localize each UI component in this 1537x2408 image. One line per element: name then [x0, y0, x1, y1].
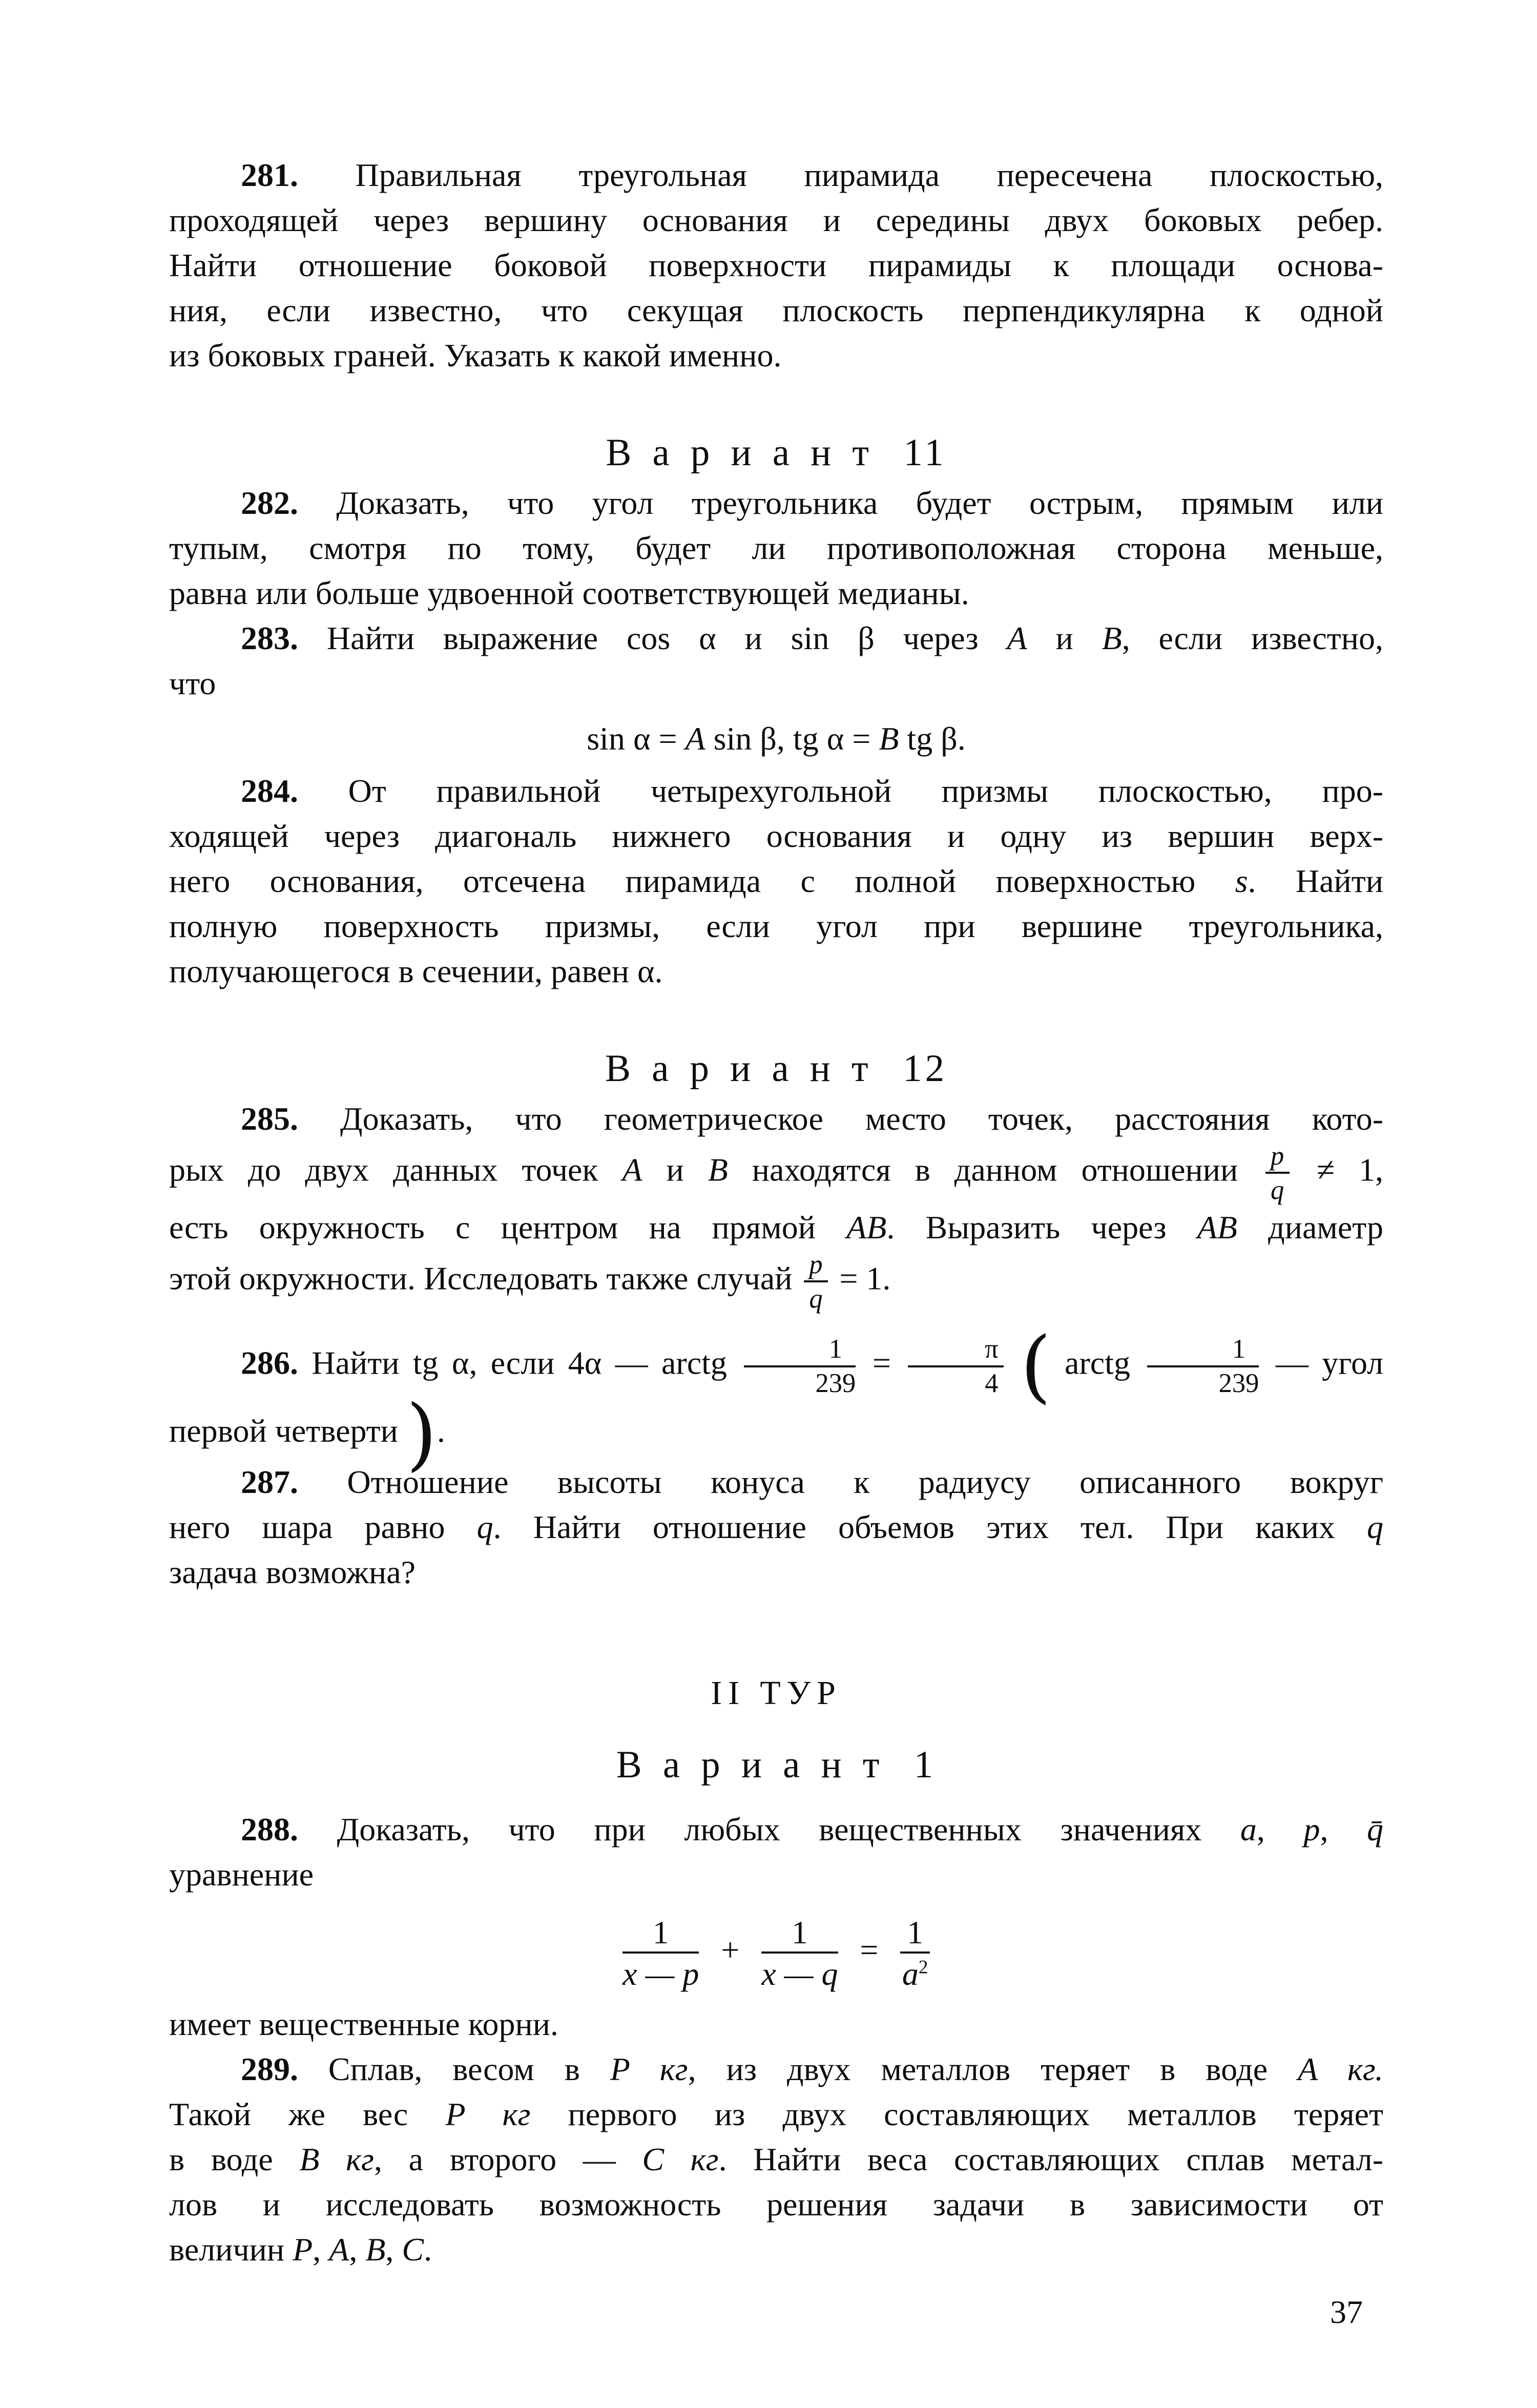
problem-282	[169, 481, 1383, 616]
text-segment: величин	[169, 2231, 293, 2268]
math-var: P кг	[445, 2095, 531, 2132]
text-segment: .	[424, 2231, 432, 2268]
math-var: AB	[846, 1209, 887, 1245]
text-line	[169, 2227, 1383, 2272]
text-line	[169, 153, 1383, 198]
text-line	[169, 1141, 1383, 1205]
math-var: q	[1367, 1508, 1384, 1545]
text-line: задача возможна?	[169, 1553, 416, 1590]
text-segment: От правильной четырехугольной призмы плоскостью, про-	[348, 773, 1384, 809]
plus-operator: +	[721, 1931, 740, 1968]
text-segment: и	[642, 1151, 708, 1188]
text-line	[169, 1388, 1383, 1480]
text-line	[169, 616, 1383, 661]
fraction-numerator: 1	[622, 1915, 699, 1954]
text-segment: . Найти отношение объемов этих тел. При каких	[493, 1508, 1367, 1545]
problem-286	[169, 1320, 1384, 1480]
problem-number: 281.	[241, 157, 298, 193]
formula-segment: sin β, tg α =	[705, 720, 879, 757]
text-line	[169, 769, 1383, 814]
text-segment: , из двух металлов теряет в воде	[688, 2050, 1298, 2087]
equals-operator: =	[860, 1931, 879, 1968]
text-segment: Правильная треугольная пирамида пересечена плоскостью,	[355, 157, 1384, 193]
math-var: a	[1240, 1811, 1257, 1847]
text-segment: . Найти веса составляющих сплав метал-	[718, 2141, 1384, 2177]
text-line: лов и исследовать возможность решения задачи в зависимости от	[169, 2186, 1383, 2223]
text-line	[169, 1807, 1383, 1852]
text-line	[169, 1460, 1383, 1505]
text-line	[169, 1505, 1383, 1550]
problem-288	[169, 1807, 1383, 1897]
text-line	[169, 2137, 1383, 2182]
fraction-denominator: 239	[1218, 1368, 1259, 1399]
math-var: q̄	[1367, 1811, 1384, 1847]
fraction-denominator: 239	[815, 1368, 856, 1399]
fraction-denominator: q	[1271, 1175, 1284, 1205]
page-number: 37	[1330, 2293, 1363, 2330]
math-var: A кг.	[1298, 2050, 1384, 2087]
problem-number: 289.	[241, 2050, 298, 2087]
variant-heading-1	[169, 1742, 1383, 1788]
math-var: B	[708, 1151, 728, 1188]
text-line: из боковых граней. Указать к какой именно.	[169, 337, 782, 373]
problem-287	[169, 1460, 1383, 1595]
text-segment: ,	[385, 2231, 402, 2268]
text-line: полную поверхность призмы, если угол при вершине треугольника,	[169, 908, 1383, 944]
text-line	[169, 481, 1383, 526]
problem-288-continuation	[169, 2002, 1383, 2047]
text-line: получающегося в сечении, равен α.	[169, 953, 663, 989]
problem-283	[169, 616, 1383, 706]
formula-segment: sin α =	[587, 720, 686, 757]
text-segment: в воде	[169, 2141, 300, 2177]
problem-281	[169, 153, 1383, 378]
text-line: имеет вещественные корни.	[169, 2005, 558, 2042]
problem-number: 283.	[241, 620, 298, 656]
text-segment: . Найти	[1248, 863, 1384, 899]
formula-288	[169, 1915, 1383, 1991]
inline-fraction	[1265, 1141, 1290, 1205]
problem-number: 287.	[241, 1463, 298, 1500]
text-line	[169, 1096, 1383, 1141]
fraction-denominator: x — q	[761, 1955, 838, 1992]
problem-285	[169, 1096, 1383, 1313]
text-segment: ,	[1256, 1811, 1304, 1847]
text-segment: = 1.	[831, 1260, 891, 1297]
math-var: p	[1303, 1811, 1320, 1847]
text-segment: arctg	[1051, 1344, 1144, 1381]
text-segment: ,	[313, 2231, 329, 2268]
text-line: уравнение	[169, 1856, 314, 1893]
text-line: равна или больше удвоенной соответствующей медианы.	[169, 575, 969, 611]
text-segment: ,	[1320, 1811, 1367, 1847]
problem-number: 285.	[241, 1101, 298, 1137]
text-line	[169, 1250, 1383, 1314]
tour-heading: II ТУР	[711, 1674, 842, 1712]
fraction-numerator: 1	[744, 1335, 856, 1367]
math-var: s	[1235, 863, 1248, 899]
inline-fraction	[744, 1335, 856, 1398]
heading-number: 1	[913, 1743, 937, 1786]
problem-number: 288.	[241, 1811, 298, 1847]
text-segment: . Выразить через	[886, 1209, 1197, 1245]
exponent: 2	[918, 1957, 928, 1978]
text-segment: Доказать, что геометрическое место точек, расстояния кото-	[340, 1101, 1384, 1137]
fraction-numerator: 1	[900, 1915, 930, 1954]
text-segment: Такой же вес	[169, 2095, 446, 2132]
text-segment: Доказать, что при любых вещественных значениях	[337, 1811, 1240, 1847]
display-fraction	[622, 1915, 699, 1991]
math-var: A	[685, 720, 705, 757]
text-segment: .	[437, 1412, 445, 1449]
big-paren-close: )	[406, 1388, 437, 1480]
text-line: тупым, смотря по тому, будет ли противоположная сторона меньше,	[169, 530, 1383, 566]
text-segment: =	[859, 1344, 905, 1381]
math-var: C	[402, 2231, 424, 2268]
math-var: P	[293, 2231, 313, 2268]
text-segment: Отношение высоты конуса к радиусу описанного вокруг	[347, 1463, 1384, 1500]
text-segment: , а второго —	[374, 2141, 642, 2177]
fraction-numerator: π	[908, 1335, 1004, 1367]
formula-segment: tg β.	[899, 720, 966, 757]
text-line: проходящей через вершину основания и середины двух боковых ребер.	[169, 202, 1383, 238]
problem-number: 286.	[241, 1344, 298, 1381]
text-segment: него шара равно	[169, 1508, 477, 1545]
text-line: Найти отношение боковой поверхности пирамиды к площади основа-	[169, 247, 1383, 283]
text-segment: ,	[349, 2231, 366, 2268]
heading-number: 11	[903, 431, 947, 474]
text-line: что	[169, 665, 216, 701]
fraction-numerator: p	[1265, 1141, 1290, 1174]
math-var: P кг	[610, 2050, 688, 2087]
inline-fraction	[804, 1250, 828, 1314]
text-line	[169, 2092, 1383, 2137]
text-segment: находятся в данном отношении	[728, 1151, 1262, 1188]
text-segment: ≠ 1,	[1293, 1151, 1384, 1188]
math-var: a	[902, 1955, 919, 1992]
problem-284	[169, 769, 1383, 994]
text-segment: диаметр	[1237, 1209, 1383, 1245]
math-var: B кг	[299, 2141, 375, 2177]
heading-number: 12	[903, 1047, 947, 1090]
fraction-numerator: 1	[1147, 1335, 1259, 1367]
text-segment: Найти выражение cos α и sin β через	[326, 620, 1007, 656]
text-line: ния, если известно, что секущая плоскость перпендикулярна к одной	[169, 292, 1383, 328]
variant-heading-11	[169, 430, 1383, 475]
text-segment: , если известно,	[1121, 620, 1384, 656]
text-segment: него основания, отсечена пирамида с полной поверхностью	[169, 863, 1235, 899]
problem-number: 284.	[241, 773, 298, 809]
heading-word: Вариант	[616, 1743, 901, 1786]
text-segment: и	[1027, 620, 1102, 656]
math-var: B	[365, 2231, 386, 2268]
fraction-numerator: p	[804, 1250, 828, 1282]
text-line: ходящей через диагональ нижнего основания и одну из вершин верх-	[169, 818, 1383, 854]
text-line	[169, 1205, 1383, 1250]
text-segment: Доказать, что угол треугольника будет острым, прямым или	[336, 485, 1383, 521]
problem-number: 282.	[241, 485, 298, 521]
inline-fraction	[908, 1335, 1004, 1398]
text-segment: есть окружность с центром на прямой	[169, 1209, 847, 1245]
text-segment: — угол	[1262, 1344, 1384, 1381]
inline-fraction	[1147, 1335, 1259, 1398]
text-segment: рых до двух данных точек	[169, 1151, 622, 1188]
fraction-denominator: 4	[985, 1368, 999, 1399]
math-var: B	[1102, 620, 1122, 656]
text-segment: первой четверти	[169, 1412, 398, 1449]
formula-283	[169, 713, 1383, 764]
math-var: C кг	[642, 2141, 719, 2177]
math-var: A	[1007, 620, 1027, 656]
math-var: A	[622, 1151, 642, 1188]
fraction-denominator: q	[809, 1283, 823, 1314]
math-var: q	[476, 1508, 493, 1545]
variant-heading-12	[169, 1046, 1383, 1091]
text-segment: Сплав, весом в	[328, 2050, 610, 2087]
text-segment: первого из двух составляющих металлов теряет	[530, 2095, 1384, 2132]
fraction-denominator	[900, 1954, 930, 1991]
problem-289	[169, 2047, 1383, 2272]
display-fraction	[761, 1915, 838, 1991]
fraction-numerator: 1	[761, 1915, 838, 1954]
fraction-denominator: x — p	[622, 1955, 699, 1992]
display-fraction	[900, 1915, 930, 1991]
heading-word: Вариант	[606, 431, 890, 474]
math-var: A	[329, 2231, 349, 2268]
big-paren-open: (	[1020, 1320, 1051, 1413]
math-var: AB	[1197, 1209, 1237, 1245]
text-line	[169, 859, 1383, 904]
math-var: B	[879, 720, 899, 757]
text-segment: Найти tg α, если 4α — arctg	[311, 1344, 741, 1381]
text-line	[169, 2047, 1383, 2092]
text-segment: этой окружности. Исследовать также случай	[169, 1260, 801, 1297]
heading-word: Вариант	[605, 1047, 889, 1090]
text-line	[169, 1320, 1384, 1413]
